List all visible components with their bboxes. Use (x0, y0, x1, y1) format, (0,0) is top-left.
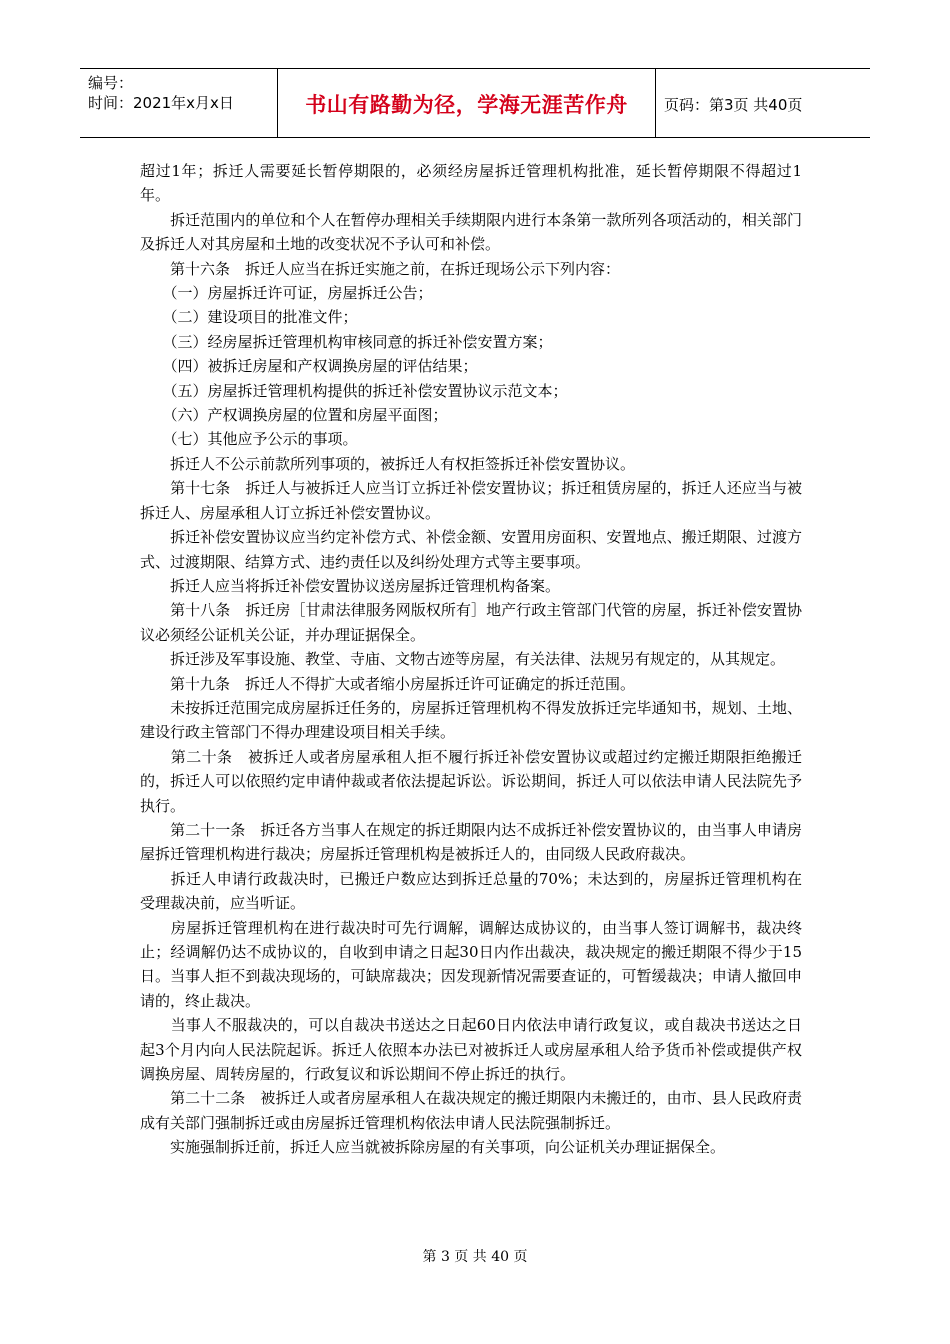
list-item: （五）房屋拆迁管理机构提供的拆迁补偿安置协议示范文本； (140, 381, 568, 400)
article-17: 第十七条 拆迁人与被拆迁人应当订立拆迁补偿安置协议；拆迁租赁房屋的，拆迁人还应当与被拆迁人、房屋承租人订立拆迁补偿安置协议。 (140, 479, 802, 522)
header-motto: 书山有路勤为径，学海无涯苦作舟 (278, 69, 656, 137)
article-20: 第二十条 被拆迁人或者房屋承租人拒不履行拆迁补偿安置协议或超过约定搬迁期限拒绝搬迁的，拆迁人可以依照约定申请仲裁或者依法提起诉讼。诉讼期间，拆迁人可以依法申请人民法院先予执行。 (140, 747, 802, 815)
list-item: （三）经房屋拆迁管理机构审核同意的拆迁补偿安置方案； (140, 332, 553, 351)
doc-time-label: 时间：2021年x月x日 (88, 94, 234, 112)
list-item: （四）被拆迁房屋和产权调换房屋的评估结果； (140, 357, 478, 376)
paragraph: 拆迁补偿安置协议应当约定补偿方式、补偿金额、安置用房面积、安置地点、搬迁期限、过渡方式、过渡期限、结算方式、违约责任以及纠纷处理方式等主要事项。 (140, 528, 802, 571)
page-header (80, 68, 870, 138)
list-item: （七）其他应予公示的事项。 (140, 430, 358, 449)
article-19: 第十九条 拆迁人不得扩大或者缩小房屋拆迁许可证确定的拆迁范围。 (140, 674, 636, 693)
list-item: （一）房屋拆迁许可证，房屋拆迁公告； (140, 284, 433, 303)
doc-number-label: 编号： (88, 74, 134, 92)
article-16: 第十六条 拆迁人应当在拆迁实施之前，在拆迁现场公示下列内容： (140, 259, 621, 278)
header-page-number: 页码：第3页 共40页 (664, 95, 803, 114)
paragraph: 实施强制拆迁前，拆迁人应当就被拆除房屋的有关事项，向公证机关办理证据保全。 (140, 1138, 726, 1157)
list-item: （六）产权调换房屋的位置和房屋平面图； (140, 406, 448, 425)
article-21: 第二十一条 拆迁各方当事人在规定的拆迁期限内达不成拆迁补偿安置协议的，由当事人申请房屋拆迁管理机构进行裁决；房屋拆迁管理机构是被拆迁人的，由同级人民政府裁决。 (140, 820, 802, 864)
document-body (140, 159, 802, 1160)
paragraph: 拆迁涉及军事设施、教堂、寺庙、文物古迹等房屋，有关法律、法规另有规定的，从其规定。 (140, 650, 786, 669)
paragraph: 拆迁人申请行政裁决时，已搬迁户数应达到拆迁总量的70%；未达到的，房屋拆迁管理机构在受理裁决前，应当听证。 (140, 869, 802, 913)
paragraph: 当事人不服裁决的，可以自裁决书送达之日起60日内依法申请行政复议，或自裁决书送达之日起3个月内向人民法院起诉。拆迁人依照本办法已对被拆迁人或房屋承租人给予货币补偿或提供产权调换房屋、周转房屋的，行政复议和诉讼期间不停止拆迁的执行。 (140, 1016, 802, 1084)
paragraph: 拆迁人应当将拆迁补偿安置协议送房屋拆迁管理机构备案。 (140, 576, 561, 595)
paragraph: 拆迁范围内的单位和个人在暂停办理相关手续期限内进行本条第一款所列各项活动的，相关部门及拆迁人对其房屋和土地的改变状况不予认可和补偿。 (140, 210, 802, 254)
paragraph: 拆迁人不公示前款所列事项的，被拆迁人有权拒签拆迁补偿安置协议。 (140, 454, 636, 473)
paragraph: 超过1年；拆迁人需要延长暂停期限的，必须经房屋拆迁管理机构批准，延长暂停期限不得超过1年。 (140, 162, 802, 205)
article-18: 第十八条 拆迁房［甘肃法律服务网版权所有］地产行政主管部门代管的房屋，拆迁补偿安置协议必须经公证机关公证，并办理证据保全。 (140, 601, 802, 644)
page-footer: 第 3 页 共 40 页 (422, 1249, 528, 1265)
article-22: 第二十二条 被拆迁人或者房屋承租人在裁决规定的搬迁期限内未搬迁的，由市、县人民政府责成有关部门强制拆迁或由房屋拆迁管理机构依法申请人民法院强制拆迁。 (140, 1089, 802, 1132)
header-meta (80, 69, 278, 137)
paragraph: 未按拆迁范围完成房屋拆迁任务的，房屋拆迁管理机构不得发放拆迁完毕通知书，规划、土地、建设行政主管部门不得办理建设项目相关手续。 (140, 698, 802, 742)
paragraph: 房屋拆迁管理机构在进行裁决时可先行调解，调解达成协议的，由当事人签订调解书，裁决终止；经调解仍达不成协议的，自收到申请之日起30日内作出裁决，裁决规定的搬迁期限不得少于15日。当事人拒不到裁决现场的，可缺席裁决；因发现新情况需要查证的，可暂缓裁决；申请人撤回申请的，终止裁决。 (140, 918, 802, 1010)
list-item: （二）建设项目的批准文件； (140, 308, 358, 327)
